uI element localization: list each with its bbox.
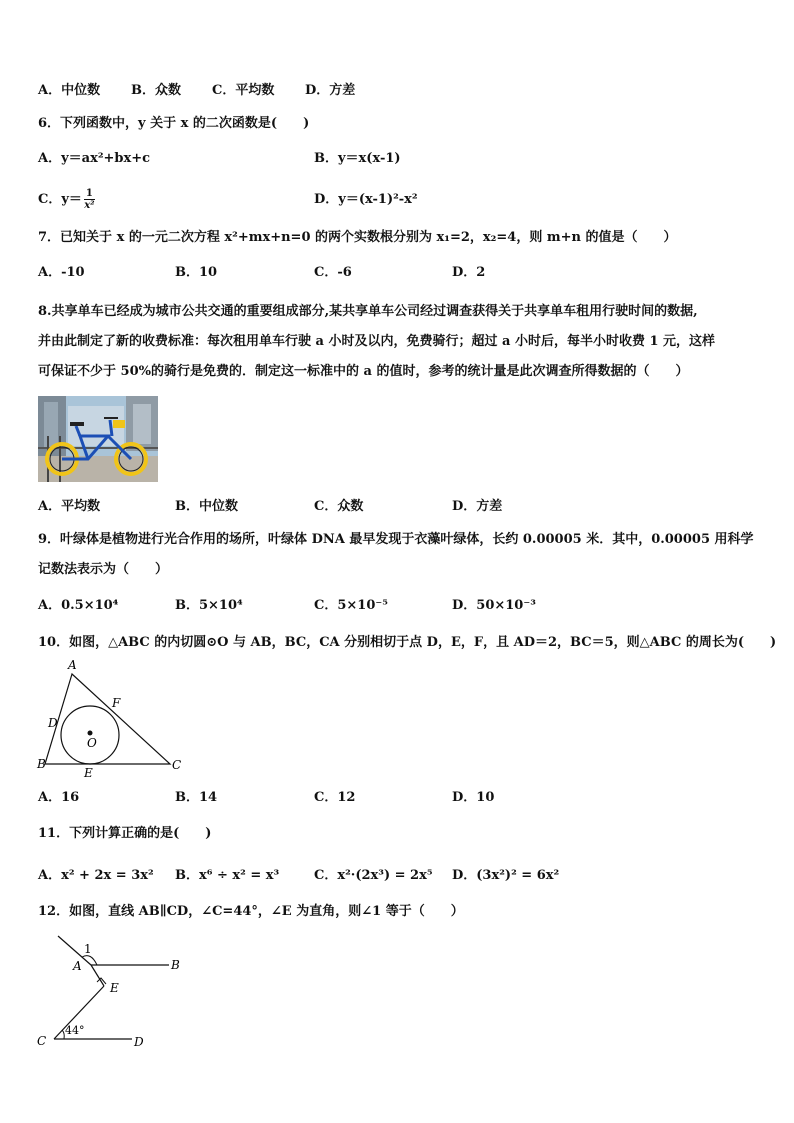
q8-option-b: B．中位数 (175, 499, 238, 514)
label-d: D (48, 716, 58, 730)
q6-stem: 6．下列函数中，y 关于 x 的二次函数是( ) (38, 116, 310, 131)
q10-option-a: A．16 (38, 790, 80, 805)
q6-option-c-prefix: C．y＝ (38, 192, 82, 207)
q9-option-a: A．0.5×10⁴ (38, 598, 119, 613)
q9-option-d: D．50×10⁻³ (452, 598, 536, 613)
q6-option-d: D．y＝(x-1)²-x² (314, 192, 418, 207)
q7-option-c: C．-6 (314, 265, 352, 280)
q7-option-d: D．2 (452, 265, 486, 280)
q6-option-c (38, 188, 95, 211)
label-e: E (84, 766, 93, 779)
label-angle-1: 1 (84, 942, 92, 956)
q10-option-d: D．10 (452, 790, 495, 805)
triangle-abc (45, 674, 170, 764)
q8-stem-line2: 并由此制定了新的收费标准：每次租用单车行驶 a 小时及以内，免费骑行；超过 a 小时后，每半小时收费 1 元，这样 (38, 334, 716, 349)
q7-option-a: A．-10 (38, 265, 85, 280)
label-e: E (110, 981, 119, 995)
label-b: B (171, 958, 180, 972)
angle-c-arc (62, 1030, 64, 1039)
q8-option-a: A．平均数 (38, 499, 101, 514)
q8-option-d: D．方差 (452, 499, 503, 514)
q6-option-c-denominator: x² (84, 200, 95, 211)
q8-stem-line3: 可保证不少于 50%的骑行是免费的．制定这一标准中的 a 的值时，参考的统计量是此次调查所得数据的（ ） (38, 364, 689, 379)
q10-option-c: C．12 (314, 790, 356, 805)
label-f: F (112, 696, 121, 710)
q8-stem-line1: 8.共享单车已经成为城市公共交通的重要组成部分,某共享单车公司经过调查获得关于共享单车租用行驶时间的数据, (38, 304, 698, 319)
label-c: C (172, 758, 182, 772)
q10-stem: 10．如图，△ABC 的内切圆⊙O 与 AB，BC，CA 分别相切于点 D，E，F，且 AD＝2，BC＝5，则△ABC 的周长为( ) (38, 635, 777, 650)
center-o-point (88, 731, 93, 736)
q11-stem: 11．下列计算正确的是( ) (38, 826, 212, 841)
q10-triangle-figure (36, 657, 186, 779)
q8-option-c: C．众数 (314, 499, 364, 514)
q12-stem: 12．如图，直线 AB∥CD，∠C=44°，∠E 为直角，则∠1 等于（ ） (38, 904, 464, 919)
q9-stem-line1: 9．叶绿体是植物进行光合作用的场所，叶绿体 DNA 最早发现于衣藻叶绿体，长约 0.00005 米．其中，0.00005 用科学 (38, 532, 754, 547)
q11-option-c: C．x²·(2x³) = 2x⁵ (314, 868, 433, 883)
label-a: A (68, 658, 77, 672)
q6-option-a: A．y＝ax²+bx+c (38, 151, 151, 166)
q7-option-b: B．10 (175, 265, 218, 280)
label-d: D (134, 1035, 144, 1049)
q11-option-a: A．x² + 2x = 3x² (38, 868, 154, 883)
segment-ae (91, 965, 104, 986)
q5-option-a: A．中位数 (38, 83, 101, 98)
label-a: A (73, 959, 82, 973)
bicycle-photo (38, 396, 158, 482)
q5-option-d: D．方差 (305, 83, 356, 98)
label-b: B (37, 757, 46, 771)
q6-option-c-numerator: 1 (85, 188, 93, 199)
q5-option-b: B．众数 (131, 83, 181, 98)
q6-option-b: B．y＝x(x-1) (314, 151, 401, 166)
q11-option-b: B．x⁶ ÷ x² = x³ (175, 868, 280, 883)
q9-option-c: C．5×10⁻⁵ (314, 598, 388, 613)
q9-stem-line2: 记数法表示为（ ） (38, 562, 169, 577)
q10-option-b: B．14 (175, 790, 218, 805)
q7-stem: 7．已知关于 x 的一元二次方程 x²+mx+n=0 的两个实数根分别为 x₁=2，x₂=4，则 m+n 的值是（ ） (38, 230, 677, 245)
q9-option-b: B．5×10⁴ (175, 598, 243, 613)
q12-parallel-lines-figure (34, 930, 194, 1054)
label-angle-44: 44° (65, 1024, 85, 1037)
q5-option-c: C．平均数 (212, 83, 275, 98)
q11-option-d: D．(3x²)² = 6x² (452, 868, 560, 883)
label-o: O (87, 736, 97, 750)
label-c: C (37, 1034, 47, 1048)
